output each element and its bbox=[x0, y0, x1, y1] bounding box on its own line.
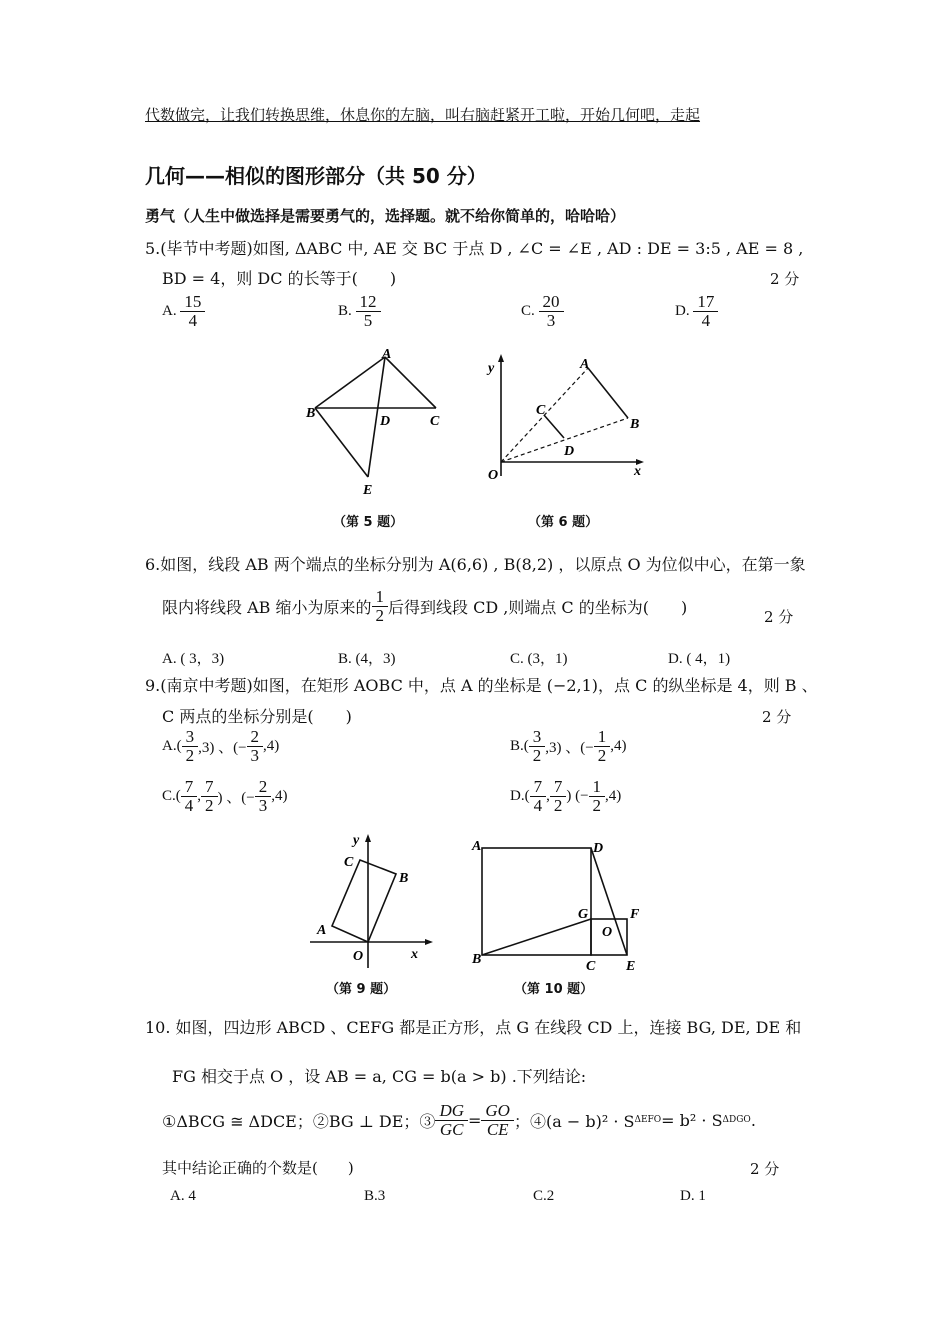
label-o: O bbox=[353, 949, 364, 964]
q5-option-a: A. $\frac{15}{4}$ bbox=[162, 293, 205, 330]
label-c: C bbox=[586, 959, 596, 974]
section-title: 几何——相似的图形部分（共 50 分） bbox=[145, 164, 487, 188]
label-b: B bbox=[399, 871, 409, 886]
label-a: A bbox=[382, 347, 392, 362]
axis-x-label: x bbox=[634, 464, 641, 479]
q10-option-b: B.3 bbox=[364, 1188, 386, 1204]
q5-option-c: C. $\frac{20}{3}$ bbox=[521, 293, 564, 330]
figure-q10 bbox=[462, 832, 652, 974]
q5-option-d: D. $\frac{17}{4}$ bbox=[675, 293, 718, 330]
q9-line1: 9.(南京中考题)如图，在矩形 AOBC 中，点 A 的坐标是 (−2,1)，点 C 的纵坐标是 4，则 B 、 bbox=[145, 676, 818, 695]
label-f: F bbox=[630, 907, 640, 922]
axis-y-label: y bbox=[488, 361, 495, 376]
label-b: B bbox=[630, 417, 640, 432]
q5-line1: 5.(毕节中考题)如图, ΔABC 中, AE 交 BC 于点 D , ∠C = ∠E , AD : DE = 3:5 , AE = 8 , bbox=[145, 239, 804, 258]
q9-option-a: A. ( $\frac{3}{2}$ ,3) 、(− $\frac{2}{3}$ ,4) bbox=[162, 727, 280, 765]
q6-line1: 6.如图，线段 AB 两个端点的坐标分别为 A(6,6) , B(8,2) ，以原点 O 为位似中心，在第一象 bbox=[145, 555, 806, 574]
label-o: O bbox=[488, 468, 499, 483]
label-a: A bbox=[317, 923, 327, 938]
label-o: O bbox=[602, 925, 613, 940]
caption-q9: （第 9 题） bbox=[326, 982, 397, 997]
q10-line4: 其中结论正确的个数是( ) bbox=[162, 1159, 354, 1177]
intro-text: 代数做完，让我们转换思维，休息你的左脑，叫右脑赶紧开工啦，开始几何吧，走起 bbox=[145, 106, 701, 124]
label-e: E bbox=[363, 483, 373, 498]
label-a: A bbox=[580, 357, 590, 372]
q10-option-d: D. 1 bbox=[680, 1188, 706, 1204]
figure-q9 bbox=[305, 828, 435, 973]
q6-option-d: D. ( 4，1) bbox=[668, 651, 731, 667]
label-g: G bbox=[578, 907, 589, 922]
q9-option-c: C. ( $\frac{7}{4}$ , $\frac{7}{2}$ ) 、(− $\frac{2}{3}$ ,4) bbox=[162, 777, 288, 815]
label-c: C bbox=[430, 414, 440, 429]
label-e: E bbox=[626, 959, 636, 974]
label-d: D bbox=[564, 444, 575, 459]
q5-option-b: B. $\frac{12}{5}$ bbox=[338, 293, 381, 330]
q6-option-c: C. (3，1) bbox=[510, 651, 568, 667]
q6-score: 2 分 bbox=[764, 608, 794, 626]
label-d: D bbox=[593, 841, 604, 856]
caption-q6: （第 6 题） bbox=[528, 515, 599, 530]
axis-y-label: y bbox=[353, 833, 360, 848]
caption-q5: （第 5 题） bbox=[333, 515, 404, 530]
label-b: B bbox=[306, 406, 316, 421]
q9-line2: C 两点的坐标分别是( ) bbox=[162, 707, 352, 726]
axis-x-label: x bbox=[411, 947, 418, 962]
q10-line2: FG 相交于点 O ，设 AB = a, CG = b(a > b) .下列结论: bbox=[172, 1067, 587, 1086]
label-c: C bbox=[344, 855, 354, 870]
label-a: A bbox=[472, 839, 482, 854]
figure-q6 bbox=[478, 348, 648, 488]
q9-score: 2 分 bbox=[762, 708, 792, 726]
q10-option-a: A. 4 bbox=[170, 1188, 196, 1204]
q6-line2: 限内将线段 AB 缩小为原来的 $\frac{1}{2}$ 后得到线段 CD ,则端点 C 的坐标为( ) bbox=[162, 587, 688, 625]
q10-score: 2 分 bbox=[750, 1160, 780, 1178]
q6-option-a: A. ( 3，3) bbox=[162, 651, 225, 667]
caption-q10: （第 10 题） bbox=[514, 982, 594, 997]
label-b: B bbox=[472, 952, 482, 967]
figure-q5 bbox=[300, 345, 460, 500]
q5-line2: BD = 4，则 DC 的长等于( ) bbox=[162, 269, 397, 288]
label-c: C bbox=[536, 403, 546, 418]
q9-option-d: D. ( $\frac{7}{4}$ , $\frac{7}{2}$ ) (− $\frac{1}{2}$ ,4) bbox=[510, 777, 622, 815]
subsection-title: 勇气（人生中做选择是需要勇气的，选择题。就不给你简单的，哈哈哈） bbox=[145, 207, 626, 225]
q10-line1: 10. 如图，四边形 ABCD 、CEFG 都是正方形，点 G 在线段 CD 上，连接 BG, DE, DE 和 bbox=[145, 1018, 802, 1037]
q6-option-b: B. (4，3) bbox=[338, 651, 396, 667]
q5-score: 2 分 bbox=[770, 270, 800, 288]
q10-conclusions: ①ΔBCG ≅ ΔDCE；②BG ⊥ DE；③ $\frac{DG}{GC}$ = $\frac{GO}{CE}$ ；④(a − b)² · S ΔEFO = b² · S ΔDGO . bbox=[162, 1101, 756, 1139]
label-d: D bbox=[380, 414, 391, 429]
q10-option-c: C.2 bbox=[533, 1188, 555, 1204]
q9-option-b: B. ( $\frac{3}{2}$ ,3) 、(− $\frac{1}{2}$ ,4) bbox=[510, 727, 627, 765]
